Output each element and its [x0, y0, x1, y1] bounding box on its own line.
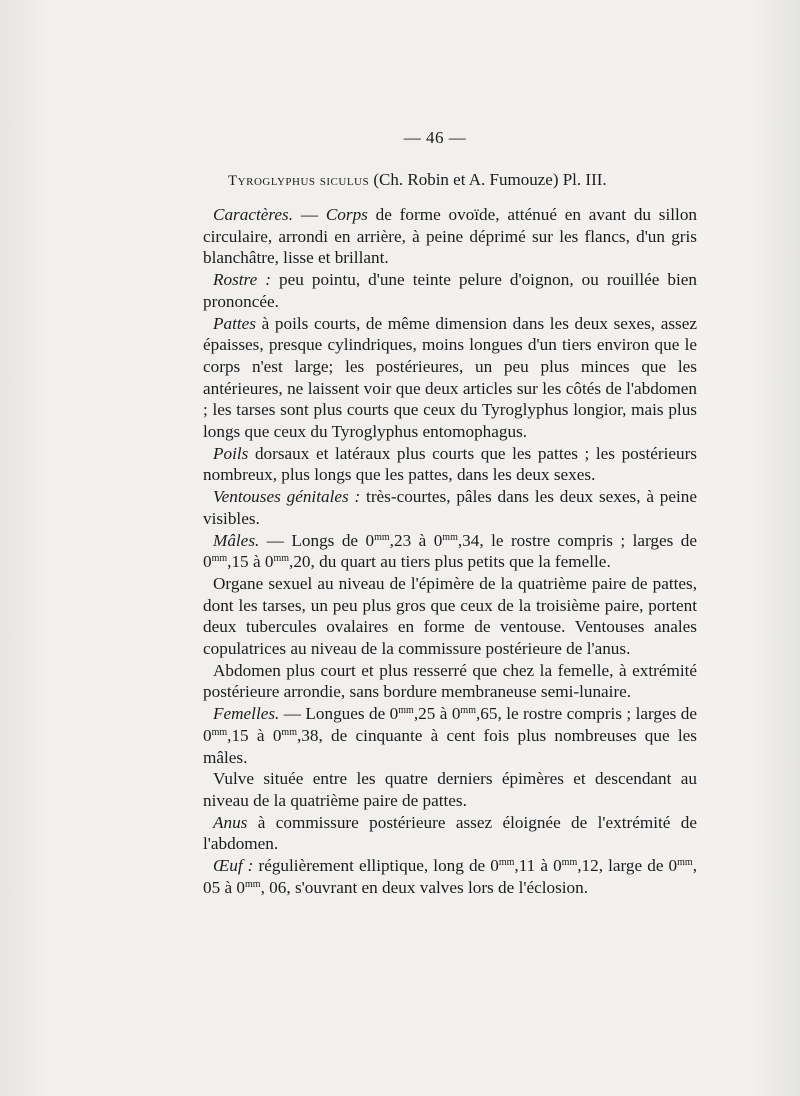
paragraph-male-abdomen	[203, 660, 697, 703]
paragraph-females: Femelles. — Longues de $0^{mm},25$ à $0^{mm},65$, le rostre compris ; larges de $0^{mm},15$ à $0^{mm},38$, de cinquante à cent fois plus nombreuses que les mâles.	[203, 704, 697, 767]
unit-superscript: mm	[460, 705, 476, 717]
paragraph-text: dorsaux et latéraux plus courts que les pattes ; les postérieurs nombreux, plus longs que les pattes, dans les deux sexes.	[203, 443, 697, 485]
paragraph-text: de forme ovoïde, atténué en avant du sillon circulaire, arrondi en arrière, à peine déprimé sur les flancs, d'un gris blanchâtre, lisse et brillant.	[203, 205, 698, 268]
paragraph-vulva	[203, 768, 697, 811]
paragraph-lead: Ventouses génitales :	[213, 487, 361, 507]
paragraph-lead: Pattes	[213, 313, 256, 333]
paragraph-lead: Caractères.	[213, 205, 294, 224]
unit-superscript: mm	[498, 857, 515, 869]
paragraph-text: peu pointu, d'une teinte pelure d'oignon, ou rouillée bien prononcée.	[203, 270, 697, 311]
paragraph-legs	[203, 313, 697, 443]
species-heading	[228, 170, 698, 190]
species-name: siculus	[319, 173, 370, 189]
paragraph-egg: Œuf : régulièrement elliptique, long de $0^{mm},11$ à $0^{mm},12$, large de $0^{mm}$, 05 à $0^{mm}$, 06, s'ouvrant en deux valves lors de l'éclosion.	[203, 856, 697, 897]
paragraph-text: Abdomen plus court et plus resserré que chez la femelle, à extrémité postérieure arrondie, sans bordure membraneuse semi-lunaire.	[203, 660, 697, 702]
unit-superscript: mm	[561, 857, 578, 869]
unit-superscript: mm	[677, 857, 693, 869]
paragraph-male-organ	[203, 573, 697, 660]
genus-name: Tyroglyphus	[228, 173, 316, 189]
paragraph-rostrum	[203, 269, 697, 312]
paragraph-lead: Mâles.	[213, 530, 260, 550]
paragraph-text: à poils courts, de même dimension dans les deux sexes, assez épaisses, presque cylindriques, moins longues d'un tiers environ que le corps n'est large; les postérieures, un peu plus minces que les antérieures, ne laissent voir que deux articles sur les côtés de l'abdomen ; les tarses sont plus courts que ceux du Tyroglyphus longior, mais plus longs que ceux du Tyroglyphus entomophagus.	[203, 313, 697, 442]
paragraph-text: à commissure postérieure assez éloignée de l'extrémité de l'abdomen.	[203, 812, 697, 854]
unit-superscript: mm	[211, 726, 228, 738]
paragraph-lead-secondary: Corps	[325, 205, 368, 224]
paragraph-anus	[203, 812, 697, 855]
paragraph-males: Mâles. — Longs de $0^{mm},23$ à $0^{mm},34$, le rostre compris ; larges de $0^{mm},15$ à $0^{mm},20$, du quart au tiers plus petits que la femelle.	[203, 530, 697, 572]
unit-superscript: mm	[442, 531, 458, 543]
heading-authors-plate: (Ch. Robin et A. Fumouze) Pl. III.	[373, 170, 607, 189]
paragraph-lead: Femelles.	[213, 704, 280, 724]
paragraph-characters: Caractères. — Corps de forme ovoïde, atténué en avant du sillon circulaire, arrondi en arrière, à peine déprimé sur les flancs, d'un gris blanchâtre, lisse et brillant.	[203, 205, 698, 268]
unit-superscript: mm	[273, 553, 290, 565]
paragraph-lead: Anus	[213, 812, 248, 832]
unit-superscript: mm	[398, 705, 414, 717]
paragraph-text: Organe sexuel au niveau de l'épimère de la quatrième paire de pattes, dont les tarses, un peu plus gros que ceux de la troisième paire, portent deux tubercules ovalaires en forme de ventouse. Ventouses anales copulatrices au niveau de la commissure postérieure de l'anus.	[203, 573, 697, 659]
paragraph-text: Vulve située entre les quatre derniers épimères et descendant au niveau de la quatrième paire de pattes.	[203, 769, 697, 810]
paragraph-lead: Poils	[213, 443, 249, 463]
unit-superscript: mm	[374, 531, 390, 543]
paragraph-lead: Rostre :	[213, 270, 271, 290]
paragraph-lead: Œuf :	[213, 856, 254, 876]
paragraph-hairs	[203, 443, 697, 486]
unit-superscript: mm	[245, 878, 261, 890]
unit-superscript: mm	[211, 553, 228, 565]
paragraph-genital-suckers	[203, 486, 697, 529]
description-body	[203, 204, 697, 899]
page-number: — 46 —	[403, 128, 467, 147]
unit-superscript: mm	[281, 726, 297, 738]
paragraph-text: très-courtes, pâles dans les deux sexes, à peine visibles.	[203, 487, 697, 528]
